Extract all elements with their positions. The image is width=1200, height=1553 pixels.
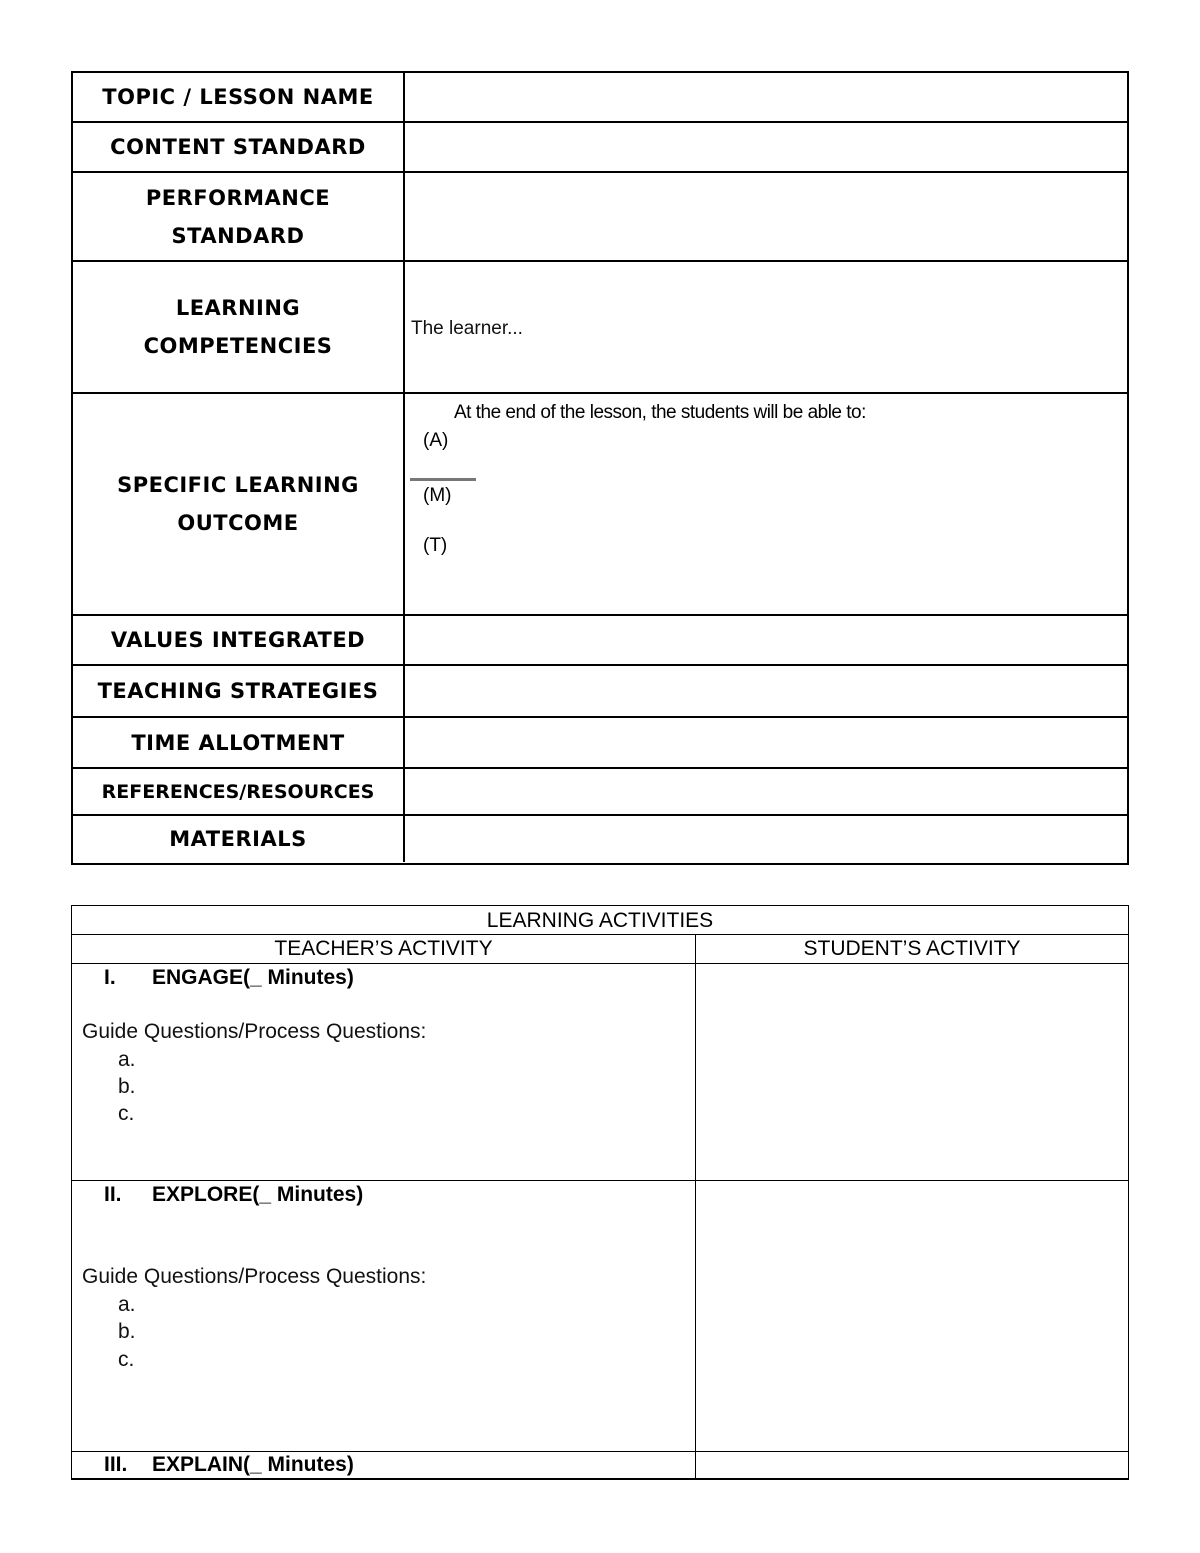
slo-thinking: (T) xyxy=(423,535,448,556)
materials-label: MATERIALS xyxy=(73,816,405,862)
topic-value[interactable] xyxy=(405,73,1127,121)
row-values-integrated xyxy=(73,616,1127,666)
engage-student-cell[interactable] xyxy=(696,964,1128,1180)
explain-title xyxy=(104,1453,354,1477)
learning-competencies-value[interactable] xyxy=(405,262,1127,392)
slo-intro: At the end of the lesson, the students will be able to: xyxy=(454,402,866,423)
engage-item-a: a. xyxy=(118,1048,136,1071)
references-value[interactable] xyxy=(405,769,1127,814)
row-content-standard xyxy=(73,123,1127,173)
slo-label-line1: SPECIFIC LEARNING xyxy=(117,473,359,497)
performance-standard-label xyxy=(73,173,405,260)
explore-guide-questions: Guide Questions/Process Questions: xyxy=(82,1265,427,1288)
teacher-activity-header: TEACHER’S ACTIVITY xyxy=(72,935,696,963)
content-standard-label: CONTENT STANDARD xyxy=(73,123,405,171)
engage-teacher-cell[interactable] xyxy=(72,964,696,1180)
performance-standard-label-line2: STANDARD xyxy=(171,223,305,248)
slo-motor: (M) xyxy=(423,485,452,506)
performance-standard-label-line1: PERFORMANCE xyxy=(145,185,331,210)
activities-header-row xyxy=(72,935,1128,964)
learner-text: The learner... xyxy=(411,318,523,339)
engage-item-c: c. xyxy=(118,1102,135,1125)
row-time-allotment xyxy=(73,718,1127,769)
teaching-strategies-label: TEACHING STRATEGIES xyxy=(73,666,405,716)
row-references xyxy=(73,769,1127,816)
slo-label-line2: OUTCOME xyxy=(177,511,299,535)
specific-learning-outcome-label xyxy=(73,394,405,614)
phase-explain xyxy=(72,1452,1128,1480)
learning-activities-title: LEARNING ACTIVITIES xyxy=(72,906,1128,935)
explain-teacher-cell[interactable] xyxy=(72,1452,696,1480)
explore-title xyxy=(104,1183,363,1207)
content-standard-value[interactable] xyxy=(405,123,1127,171)
engage-number: I. xyxy=(104,966,116,989)
explain-number: III. xyxy=(104,1453,128,1476)
materials-value[interactable] xyxy=(405,816,1127,862)
row-learning-competencies xyxy=(73,262,1127,394)
time-allotment-label: TIME ALLOTMENT xyxy=(73,718,405,767)
learning-competencies-label xyxy=(73,262,405,392)
explain-student-cell[interactable] xyxy=(696,1452,1128,1480)
time-allotment-value[interactable] xyxy=(405,718,1127,767)
slo-affective: (A) xyxy=(423,430,449,451)
specific-learning-outcome-value[interactable] xyxy=(405,394,1127,614)
learning-competencies-label-line2: COMPETENCIES xyxy=(143,334,333,358)
explore-heading: EXPLORE(_ Minutes) xyxy=(152,1183,364,1206)
explore-item-a: a. xyxy=(118,1293,136,1316)
engage-heading: ENGAGE(_ Minutes) xyxy=(152,966,354,989)
explain-heading: EXPLAIN(_ Minutes) xyxy=(152,1453,354,1476)
engage-item-b: b. xyxy=(118,1075,136,1098)
learning-activities-table xyxy=(71,905,1129,1479)
engage-title xyxy=(104,966,354,990)
student-activity-header: STUDENT’S ACTIVITY xyxy=(803,937,1021,960)
topic-label: TOPIC / LESSON NAME xyxy=(73,73,405,121)
row-topic xyxy=(73,73,1127,123)
slo-divider xyxy=(410,478,476,481)
teaching-strategies-value[interactable] xyxy=(405,666,1127,716)
explore-teacher-cell[interactable] xyxy=(72,1181,696,1451)
engage-guide-questions: Guide Questions/Process Questions: xyxy=(82,1020,427,1043)
row-performance-standard xyxy=(73,173,1127,262)
performance-standard-value[interactable] xyxy=(405,173,1127,260)
explore-number: II. xyxy=(104,1183,122,1206)
explore-item-b: b. xyxy=(118,1320,136,1343)
phase-explore xyxy=(72,1181,1128,1452)
explore-student-cell[interactable] xyxy=(696,1181,1128,1451)
row-materials xyxy=(73,816,1127,862)
phase-engage xyxy=(72,964,1128,1181)
references-label: REFERENCES/RESOURCES xyxy=(73,769,405,814)
lesson-plan-table xyxy=(71,71,1129,865)
values-integrated-value[interactable] xyxy=(405,616,1127,664)
row-teaching-strategies xyxy=(73,666,1127,718)
learning-competencies-label-line1: LEARNING xyxy=(175,296,301,320)
row-specific-learning-outcome xyxy=(73,394,1127,616)
explore-item-c: c. xyxy=(118,1348,135,1371)
values-integrated-label: VALUES INTEGRATED xyxy=(73,616,405,664)
activities-bottom-border xyxy=(71,1478,1129,1480)
